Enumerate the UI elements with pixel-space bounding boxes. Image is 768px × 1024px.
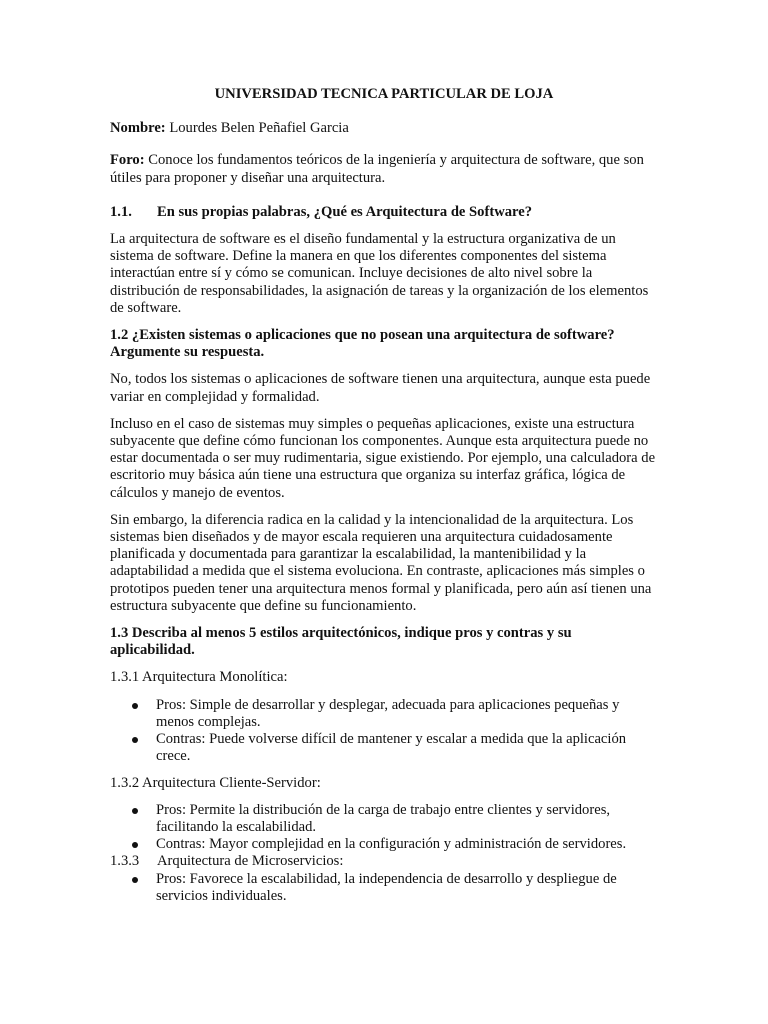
bullet-icon: [132, 703, 138, 709]
section-1-1-title: En sus propias palabras, ¿Qué es Arquitectura de Software?: [157, 203, 533, 220]
list-item-text: Pros: Simple de desarrollar y desplegar, adecuada para aplicaciones pequeñas y menos complejas.: [156, 696, 620, 730]
foro-field: [110, 152, 658, 186]
document-title: UNIVERSIDAD TECNICA PARTICULAR DE LOJA: [214, 86, 554, 102]
bullet-icon: [132, 808, 138, 814]
bullet-icon: [132, 842, 138, 848]
section-1-2-paragraph-3: Sin embargo, la diferencia radica en la calidad y la intencionalidad de la arquitectura. Los sistemas bien diseñados y de mayor escala requieren una arquitectura cuidadosamente planificada y documentada para garantizar la escalabilidad, la mantenibilidad y la adaptabilidad a medida que el sistema evoluciona. En contraste, aplicaciones más simples o prototipos pueden tener una arquitectura menos formal y planificada, pero aún así tienen una estructura subyacente que define su funcionamiento.: [110, 511, 652, 614]
foro-value: Conoce los fundamentos teóricos de la ingeniería y arquitectura de software, que son útiles para proponer y diseñar una arquitectura.: [110, 152, 644, 186]
bullet-icon: [132, 877, 138, 883]
list-item-text: Contras: Puede volverse difícil de mantener y escalar a medida que la aplicación crece.: [156, 731, 627, 765]
section-1-1-number: 1.1.: [110, 203, 132, 220]
name-value: Lourdes Belen Peñafiel Garcia: [165, 120, 349, 137]
section-1-2-paragraph-1: No, todos los sistemas o aplicaciones de software tienen una arquitectura, aunque esta puede variar en complejidad y formalidad.: [110, 371, 651, 405]
name-label: Nombre:: [110, 120, 166, 137]
style-client-server-title: 1.3.2 Arquitectura Cliente-Servidor:: [110, 774, 321, 791]
list-item-text: Pros: Favorece la escalabilidad, la independencia de desarrollo y despliegue de servicios individuales.: [156, 870, 617, 904]
list-item: [110, 802, 658, 836]
style-microservices-title: [110, 853, 658, 870]
list-item: [110, 731, 658, 765]
list-item: [110, 836, 658, 853]
list-item-text: Contras: Mayor complejidad en la configuración y administración de servidores.: [156, 836, 627, 853]
section-1-3-heading: 1.3 Describa al menos 5 estilos arquitectónicos, indique pros y contras y su aplicabilidad.: [110, 625, 572, 659]
style-microservices-label: Arquitectura de Microservicios:: [157, 853, 344, 870]
style-microservices-number: 1.3.3: [110, 853, 140, 870]
list-item: [110, 697, 658, 731]
style-microservices-list: [110, 871, 658, 905]
name-field: [110, 120, 658, 137]
section-1-2-paragraph-2: Incluso en el caso de sistemas muy simples o pequeñas aplicaciones, existe una estructura subyacente que define cómo funcionan los componentes. Aunque esta arquitectura puede no estar documentada o ser muy rudimentaria, sigue existiendo. Por ejemplo, una calculadora de escritorio muy básica aún tiene una estructura que organiza su interfaz gráfica, lógica de cálculos y manejo de eventos.: [110, 415, 656, 501]
list-item-text: Pros: Permite la distribución de la carga de trabajo entre clientes y servidores, facilitando la escalabilidad.: [156, 801, 611, 835]
style-monolithic-title: 1.3.1 Arquitectura Monolítica:: [110, 669, 288, 686]
section-1-1-paragraph: La arquitectura de software es el diseño fundamental y la estructura organizativa de un sistema de software. Define la manera en que los diferentes componentes del sistema interactúan entre sí y cómo se comunican. Incluye decisiones de alto nivel sobre la distribución de responsabilidades, la asignación de tareas y la organización de los elementos de software.: [110, 231, 649, 316]
foro-label: Foro:: [110, 152, 145, 169]
list-item: [110, 871, 658, 905]
style-client-server-list: [110, 802, 658, 854]
section-1-1-heading: [110, 204, 658, 221]
style-monolithic-list: [110, 697, 658, 766]
bullet-icon: [132, 737, 138, 743]
section-1-2-heading: 1.2 ¿Existen sistemas o aplicaciones que no posean una arquitectura de software? Argumente su respuesta.: [110, 327, 615, 361]
